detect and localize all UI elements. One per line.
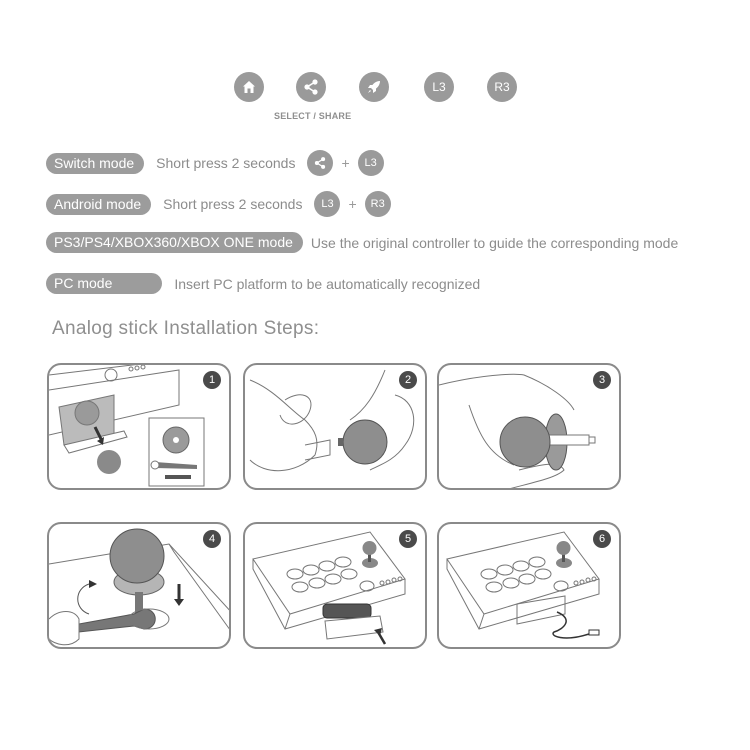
r3-button-icon: R3 xyxy=(365,191,391,217)
step-3-panel xyxy=(437,363,621,490)
home-icon xyxy=(234,72,264,102)
rocket-icon xyxy=(359,72,389,102)
mode-row-switch xyxy=(46,150,384,176)
mode-row-pc xyxy=(46,273,480,294)
step-5-panel xyxy=(243,522,427,649)
mode-row-console xyxy=(46,232,678,253)
step-number-badge: 6 xyxy=(593,530,611,548)
step-number-badge: 5 xyxy=(399,530,417,548)
step-number-badge: 1 xyxy=(203,371,221,389)
select-share-caption: SELECT / SHARE xyxy=(274,111,352,121)
l3-button-icon: L3 xyxy=(424,72,454,102)
mode-label: Switch mode xyxy=(46,153,144,174)
l3-button-icon: L3 xyxy=(314,191,340,217)
section-title: Analog stick Installation Steps: xyxy=(52,318,320,339)
share-icon xyxy=(307,150,333,176)
mode-description: Insert PC platform to be automatically recognized xyxy=(174,275,481,292)
share-icon xyxy=(296,72,326,102)
step-6-panel xyxy=(437,522,621,649)
step-4-panel xyxy=(47,522,231,649)
step-1-panel xyxy=(47,363,231,490)
plus-sign: + xyxy=(341,155,350,171)
mode-description: Short press 2 seconds xyxy=(156,155,296,171)
mode-label: PS3/PS4/XBOX360/XBOX ONE mode xyxy=(46,232,303,253)
plus-sign: + xyxy=(348,196,357,212)
mode-description: Use the original controller to guide the corresponding mode xyxy=(310,234,679,251)
mode-description: Short press 2 seconds xyxy=(163,196,303,212)
mode-row-android xyxy=(46,191,391,217)
r3-button-icon: R3 xyxy=(487,72,517,102)
l3-button-icon: L3 xyxy=(358,150,384,176)
mode-label: PC mode xyxy=(46,273,162,294)
step-2-panel xyxy=(243,363,427,490)
mode-label: Android mode xyxy=(46,194,151,215)
step-number-badge: 2 xyxy=(399,371,417,389)
step-number-badge: 3 xyxy=(593,371,611,389)
step-number-badge: 4 xyxy=(203,530,221,548)
